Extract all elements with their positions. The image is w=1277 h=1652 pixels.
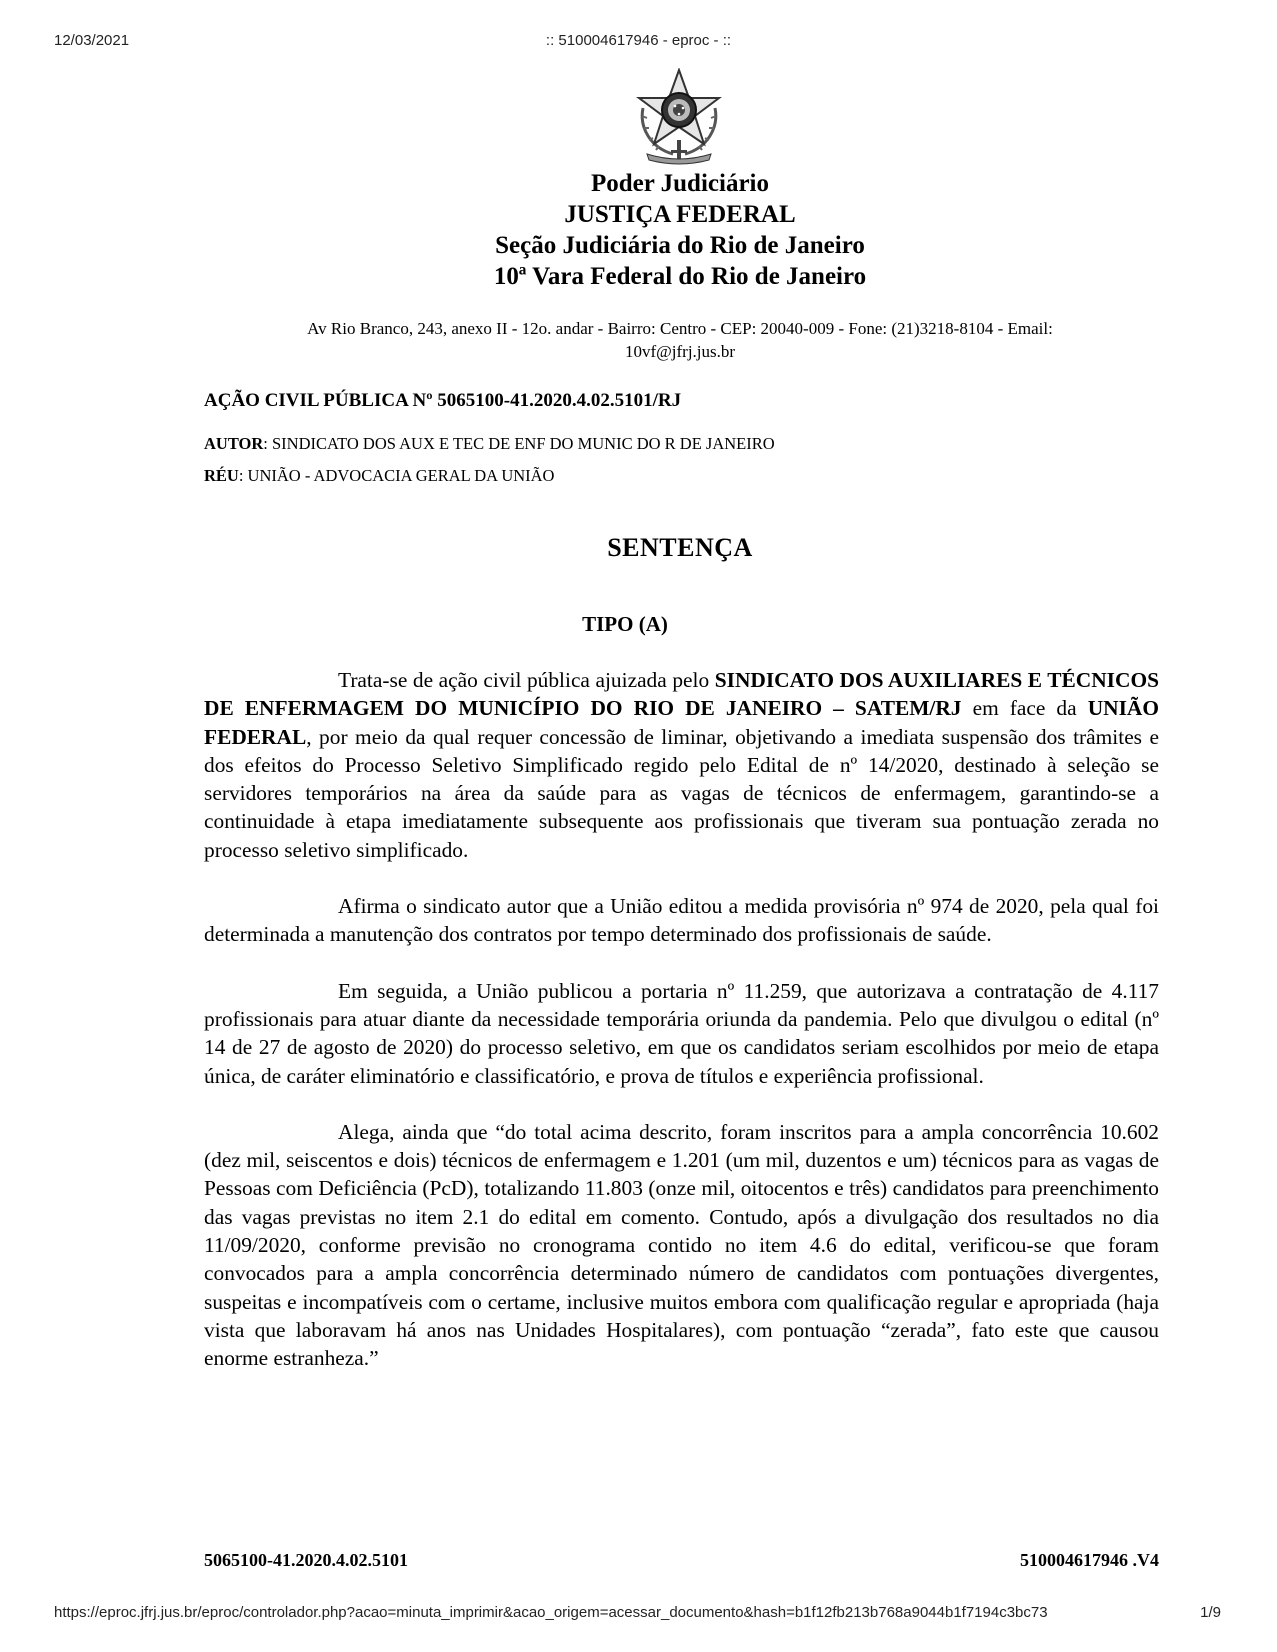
paragraph-1 — [204, 666, 1159, 864]
court-line-judiciary: Poder Judiciário — [590, 170, 769, 197]
reu-label: RÉU — [204, 466, 239, 485]
document-type: TIPO (A) — [582, 612, 668, 636]
reu-value: : UNIÃO - ADVOCACIA GERAL DA UNIÃO — [238, 466, 555, 485]
p1-text-e: , por meio da qual requer concessão de liminar, objetivando a imediata suspensão dos trâmites e dos efeitos do Processo Seletivo Simplificado regido pelo Edital de nº 14/2020, destinado à seleção se servidores temporários na área da saúde para as vagas de técnicos de enfermagem, garantindo-se a continuidade à etapa imediatamente subsequente aos profissionais que tiveram sua pontuação zerada no processo seletivo simplificado. — [204, 724, 1159, 862]
p1-plaintiff-name: SINDICATO DOS AUXILIARES E TÉCNICOS DE ENFERMAGEM DO MUNICÍPIO DO RIO DE JANEIRO – SATEM/RJ — [204, 668, 1159, 721]
address-line: Av Rio Branco, 243, anexo II - 12o. andar - Bairro: Centro - CEP: 20040-009 - Fone: (21)3218-8104 - Email: — [307, 319, 1053, 338]
footer-document-id: 510004617946 .V4 — [1020, 1550, 1159, 1570]
footer-process-number: 5065100-41.2020.4.02.5101 — [204, 1550, 408, 1570]
p1-text-c: em face da — [961, 696, 1088, 721]
court-address — [0, 317, 1277, 363]
court-heading — [0, 168, 1277, 292]
party-reu — [204, 466, 554, 486]
brazil-coat-of-arms-icon — [629, 68, 729, 166]
court-line-vara: 10ª Vara Federal do Rio de Janeiro — [493, 263, 867, 290]
court-line-section: Seção Judiciária do Rio de Janeiro — [495, 232, 865, 259]
p1-defendant-name: UNIÃO FEDERAL — [204, 696, 1159, 749]
print-url: https://eproc.jfrj.jus.br/eproc/controlador.php?acao=minuta_imprimir&acao_origem=acessar_documento&hash=b1f12fb213b768a9044b1f7194c3bc73 — [54, 1604, 1048, 1621]
paragraph-2: Afirma o sindicato autor que a União editou a medida provisória nº 974 de 2020, pela qual foi determinada a manutenção dos contratos por tempo determinado dos profissionais de saúde. — [204, 894, 1159, 947]
print-title: :: 510004617946 - eproc - :: — [545, 32, 732, 49]
address-email: 10vf@jfrj.jus.br — [624, 342, 736, 361]
case-number: AÇÃO CIVIL PÚBLICA Nº 5065100-41.2020.4.02.5101/RJ — [204, 390, 682, 411]
document-title: SENTENÇA — [607, 533, 753, 562]
print-page-number: 1/9 — [1200, 1604, 1221, 1621]
paragraph-4: Alega, ainda que “do total acima descrito, foram inscritos para a ampla concorrência 10.602 (dez mil, seiscentos e dois) técnicos de enfermagem e 1.201 (um mil, duzentos e um) técnicos para as vagas de Pessoas com Deficiência (PcD), totalizando 11.803 (onze mil, oitocentos e três) candidatos para preenchimento das vagas previstas no item 2.1 do edital em comento. Contudo, após a divulgação dos resultados no dia 11/09/2020, conforme previsão no cronograma contido no item 4.6 do edital, verificou-se que foram convocados para a ampla concorrência determinado número de candidatos com pontuações divergentes, suspeitas e incompatíveis com o certame, inclusive muitos embora com qualificação regular e apropriada (haja vista que laboravam há anos nas Unidades Hospitalares), com pontuação “zerada”, fato este que causou enorme estranheza.” — [204, 1119, 1159, 1371]
print-date: 12/03/2021 — [54, 32, 130, 49]
autor-label: AUTOR — [204, 434, 264, 453]
sentence-body — [204, 666, 1159, 1401]
court-line-federal-justice: JUSTIÇA FEDERAL — [564, 201, 796, 228]
autor-value: : SINDICATO DOS AUX E TEC DE ENF DO MUNIC DO R DE JANEIRO — [263, 434, 775, 453]
paragraph-3: Em seguida, a União publicou a portaria nº 11.259, que autorizava a contratação de 4.117 profissionais para atuar diante da necessidade temporária oriunda da pandemia. Pelo que divulgou o edital (nº 14 de 27 de agosto de 2020) do processo seletivo, em que os candidatos seriam escolhidos por meio de etapa única, de caráter eliminatório e classificatório, e prova de títulos e experiência profissional. — [204, 978, 1159, 1088]
party-autor — [204, 434, 775, 454]
p1-text-a: Trata-se de ação civil pública ajuizada pelo — [338, 668, 715, 692]
